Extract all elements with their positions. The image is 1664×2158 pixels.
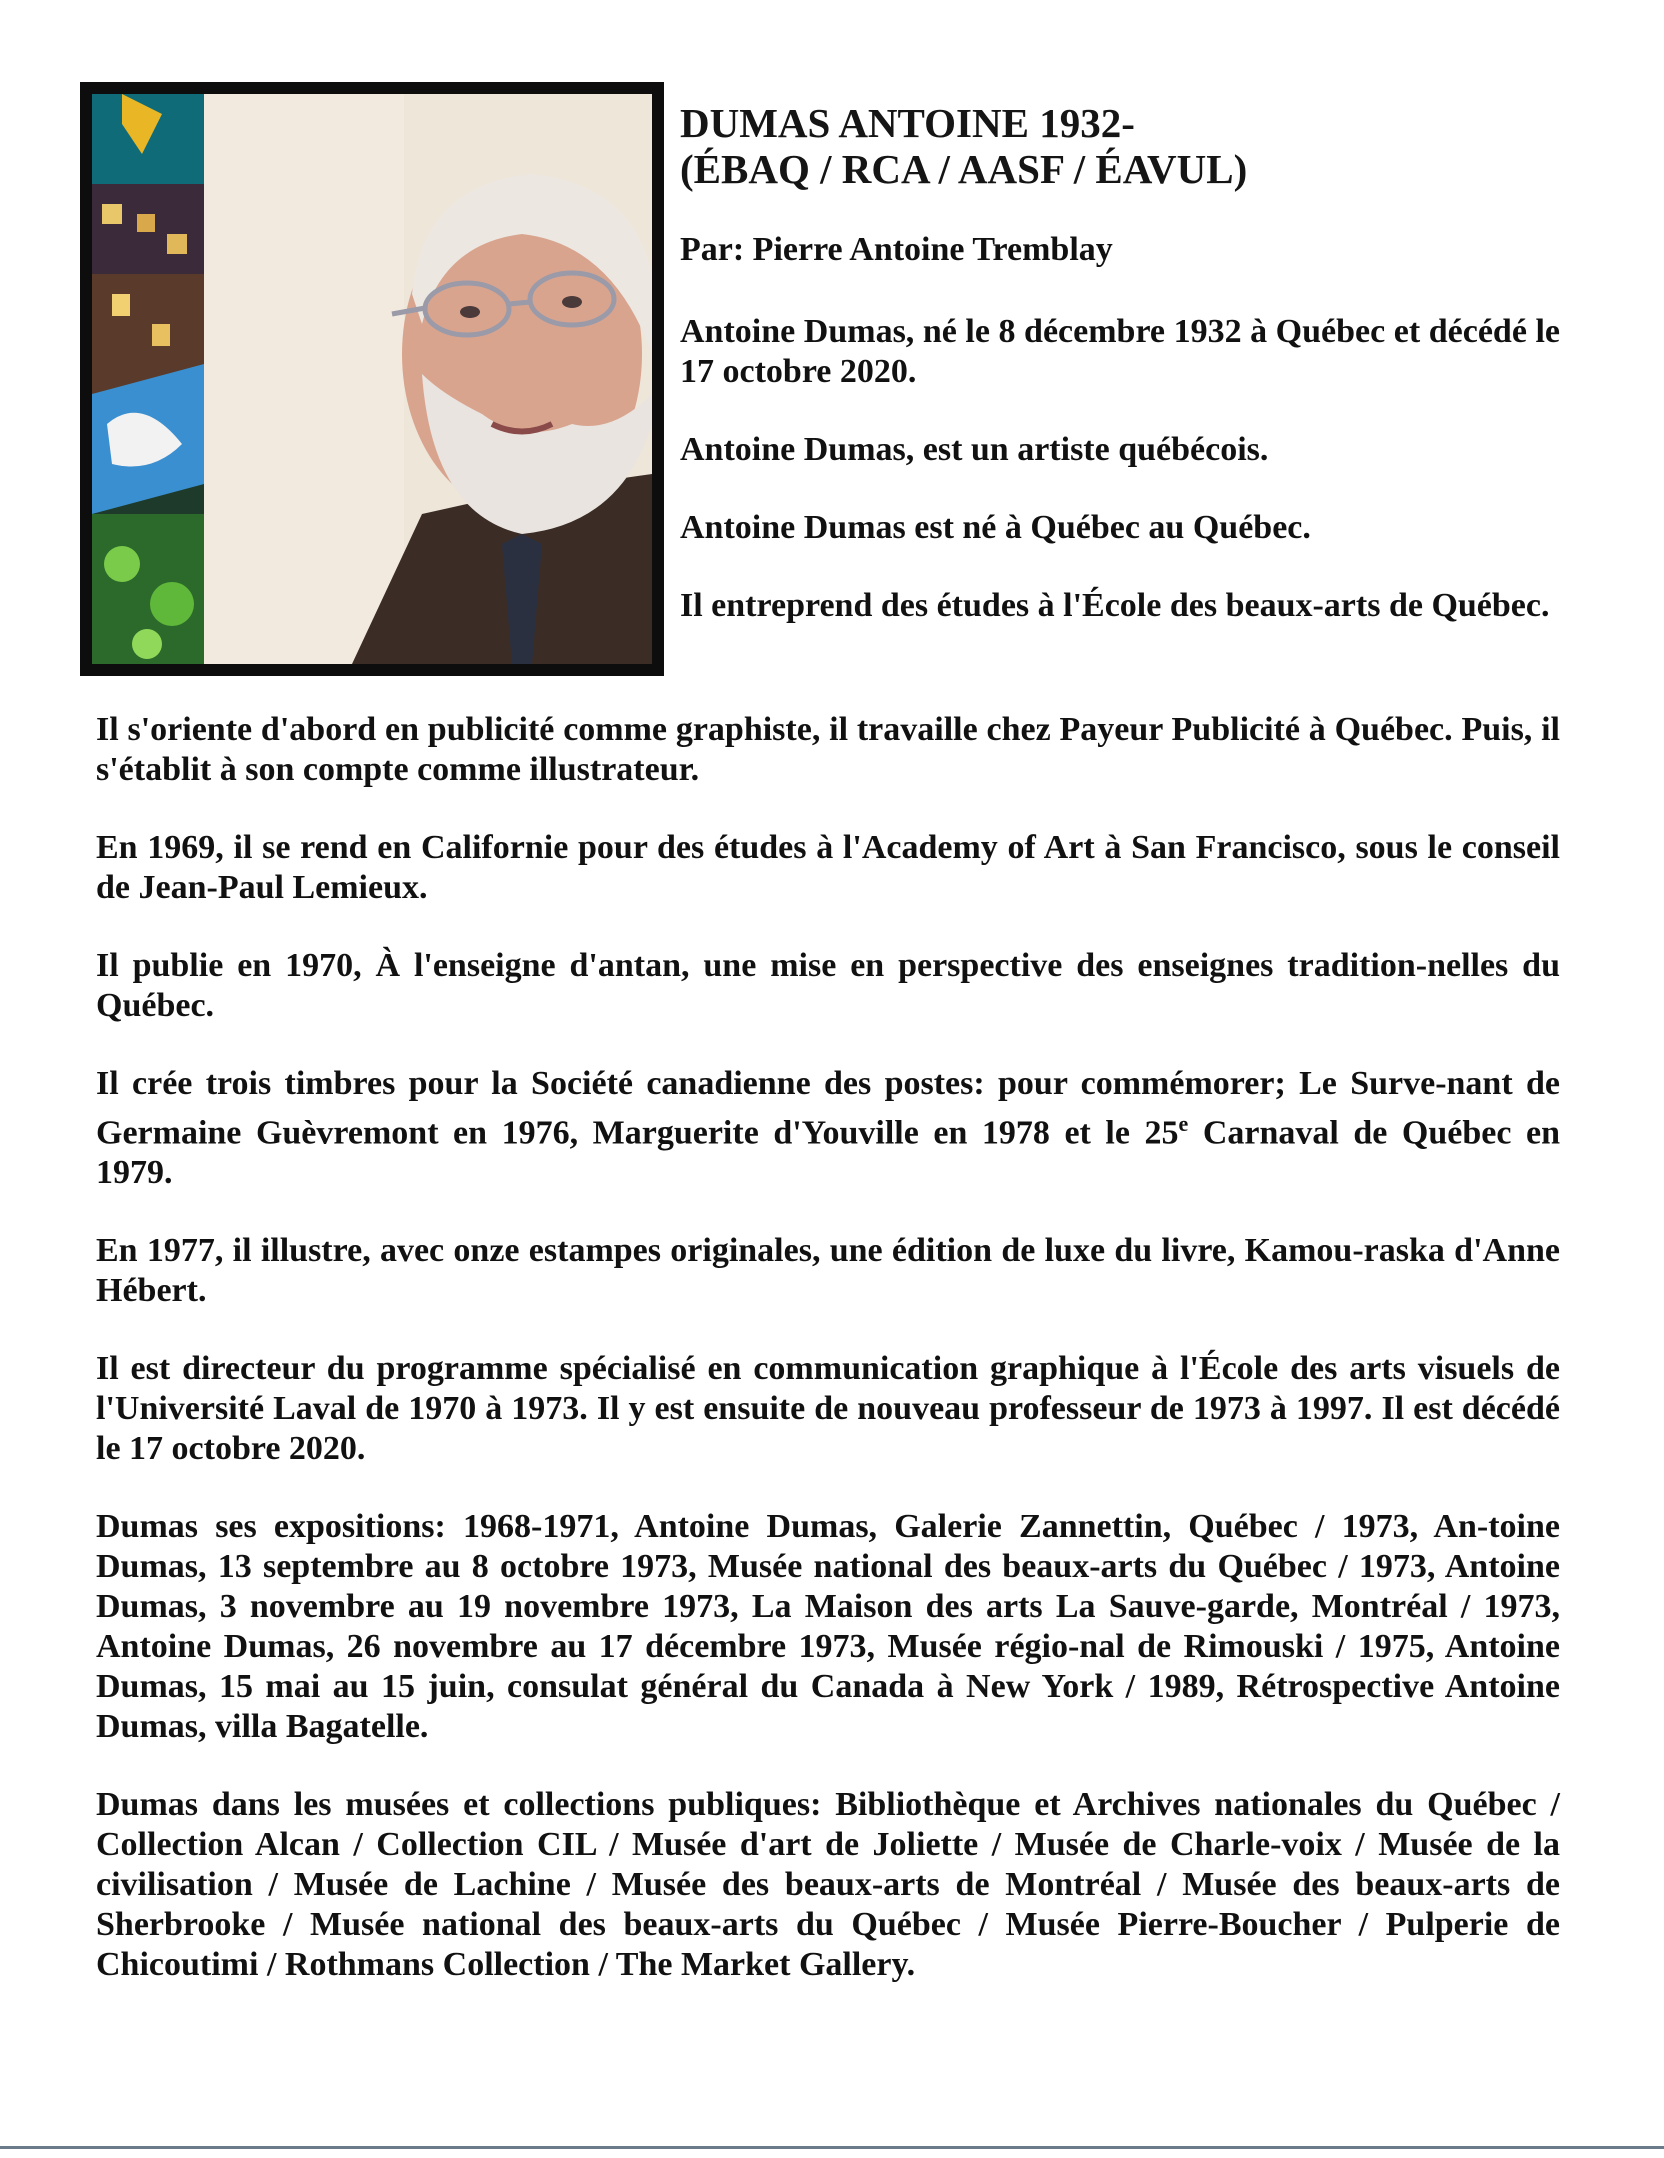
- artist-portrait-photo: [80, 82, 664, 676]
- intro-paragraph-birthplace: Antoine Dumas est né à Québec au Québec.: [680, 509, 1311, 546]
- paragraph-kamouraska: En 1977, il illustre, avec onze estampes originales, une édition de luxe du livre, Kamou-raska d'Anne Hébert.: [96, 1232, 1560, 1310]
- intro-paragraph-birth: Antoine Dumas, né le 8 décembre 1932 à Québec et décédé le 17 octobre 2020.: [680, 313, 1560, 390]
- paragraph-teaching: Il est directeur du programme spécialisé en communication graphique à l'École des arts visuels de l'Université Laval de 1970 à 1973. Il y est ensuite de nouveau professeur de 1973 à 1997. Il est décédé le 17 octobre 2020.: [96, 1350, 1560, 1468]
- stamps-superscript: e: [1178, 1111, 1189, 1136]
- author-byline: Par: Pierre Antoine Tremblay: [680, 231, 1113, 268]
- stamps-text-part-1: Il crée trois timbres pour la Société canadienne des postes: pour commémorer; Le Surve-nant de Germaine Guèvremont en 1976, Marguerite d'Youville en 1978 et le 25: [96, 1065, 1560, 1152]
- intro-paragraph-artist: Antoine Dumas, est un artiste québécois.: [680, 431, 1269, 468]
- paragraph-stamps: [96, 1064, 1560, 1193]
- paragraph-publication: Il publie en 1970, À l'enseigne d'antan, une mise en perspective des enseignes tradition-nelles du Québec.: [96, 947, 1560, 1024]
- article-title-line-2: (ÉBAQ / RCA / AASF / ÉAVUL): [680, 146, 1248, 192]
- biography-body: [96, 710, 1560, 2023]
- intro-paragraphs: [680, 312, 1560, 626]
- article-header: [680, 100, 1580, 270]
- paragraph-california: En 1969, il se rend en Californie pour des études à l'Academy of Art à San Francisco, sous le conseil de Jean-Paul Lemieux.: [96, 829, 1560, 906]
- portrait-illustration: [92, 94, 652, 664]
- stamps-text-part-2: Carnaval de Québec en 1979.: [96, 1114, 1560, 1192]
- intro-paragraph-studies: Il entreprend des études à l'École des beaux-arts de Québec.: [680, 587, 1550, 624]
- page-bottom-rule: [0, 2146, 1664, 2149]
- article-title-line-1: DUMAS ANTOINE 1932-: [680, 100, 1135, 146]
- paragraph-collections: Dumas dans les musées et collections publiques: Bibliothèque et Archives nationales du Québec / Collection Alcan / Collection CIL / Musée d'art de Joliette / Musée de Charle-voix / Musée de la civilisation / Musée de Lachine / Musée des beaux-arts de Montréal / Musée des beaux-arts de Sherbrooke / Musée national des beaux-arts du Québec / Musée Pierre-Boucher / Pulperie de Chicoutimi / Rothmans Collection / The Market Gallery.: [96, 1786, 1560, 1984]
- paragraph-career-start: Il s'oriente d'abord en publicité comme graphiste, il travaille chez Payeur Publicité à Québec. Puis, il s'établit à son compte comme illustrateur.: [96, 711, 1560, 788]
- paragraph-exhibitions: Dumas ses expositions: 1968-1971, Antoine Dumas, Galerie Zannettin, Québec / 1973, An-toine Dumas, 13 septembre au 8 octobre 1973, Musée national des beaux-arts du Québec / 1973, Antoine Dumas, 3 novembre au 19 novembre 1973, La Maison des arts La Sauve-garde, Montréal / 1973, Antoine Dumas, 26 novembre au 17 décembre 1973, Musée régio-nal de Rimouski / 1975, Antoine Dumas, 15 mai au 15 juin, consulat général du Canada à New York / 1989, Rétrospective Antoine Dumas, villa Bagatelle.: [96, 1508, 1560, 1746]
